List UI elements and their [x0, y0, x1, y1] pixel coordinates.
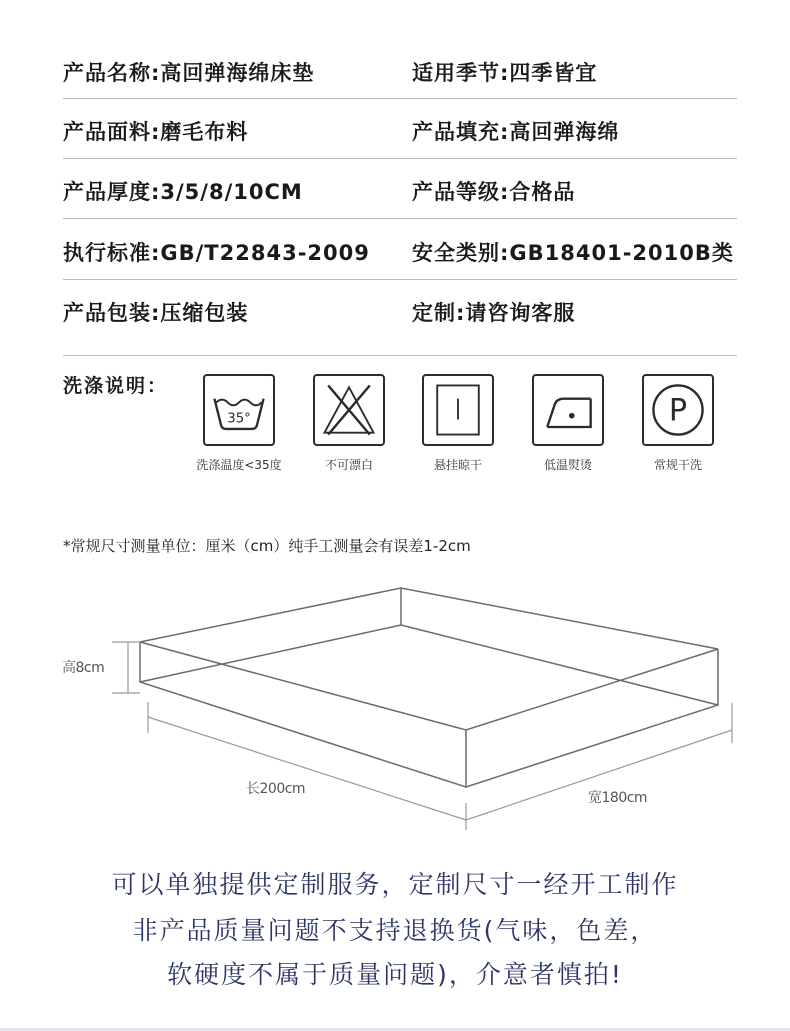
height-label: 高8cm: [62, 660, 105, 676]
spec-row: [63, 59, 737, 119]
spec-thickness: 产品厚度:3/5/8/10CM: [63, 180, 303, 204]
spec-fabric: 产品面料:磨毛布料: [63, 120, 249, 144]
divider: [63, 218, 737, 219]
low-iron-icon: [532, 374, 604, 446]
spec-packaging: 产品包装:压缩包装: [63, 301, 249, 325]
care-caption: 不可漂白: [324, 458, 373, 472]
width-label: 宽180cm: [588, 790, 648, 806]
care-item-dry: [403, 374, 513, 473]
svg-text:P: P: [668, 393, 688, 429]
hang-dry-icon: [422, 374, 494, 446]
svg-text:35°: 35°: [227, 411, 251, 427]
spec-row: [63, 239, 737, 299]
notice-line-1: 可以单独提供定制服务，定制尺寸一经开工制作: [111, 870, 679, 899]
spec-standard: 执行标准:GB/T22843-2009: [63, 241, 370, 265]
divider: [63, 98, 737, 99]
spec-season: 适用季节:四季皆宜: [412, 61, 598, 85]
wash-instructions-label: 洗涤说明：: [63, 375, 169, 397]
spec-row: [63, 178, 737, 238]
divider: [63, 279, 737, 280]
care-item-dry-clean: [623, 374, 733, 473]
spec-filling: 产品填充:高回弹海绵: [412, 120, 620, 144]
spec-grade: 产品等级:合格品: [412, 180, 576, 204]
spec-product-name: 产品名称:高回弹海绵床垫: [63, 61, 315, 85]
care-item-wash: [184, 374, 294, 473]
care-caption: 悬挂晾干: [433, 458, 482, 472]
care-caption: 常规干洗: [653, 458, 702, 472]
divider: [63, 158, 737, 159]
spec-row: [63, 299, 737, 359]
wash-35-icon: [203, 374, 275, 446]
divider: [63, 355, 737, 356]
no-bleach-icon: [313, 374, 385, 446]
notice-line-2: 非产品质量问题不支持退换货(气味，色差，: [132, 916, 658, 945]
length-label: 长200cm: [246, 781, 306, 797]
notice-line-3: 软硬度不属于质量问题)，介意者慎拍!: [167, 960, 623, 989]
mattress-dimension-diagram: [0, 575, 790, 840]
size-note: *常规尺寸测量单位：厘米（cm）纯手工测量会有误差1-2cm: [63, 537, 471, 555]
care-item-bleach: [294, 374, 404, 473]
dry-clean-p-icon: [642, 374, 714, 446]
care-item-iron: [513, 374, 623, 473]
spec-custom: 定制:请咨询客服: [412, 301, 576, 325]
spec-row: [63, 118, 737, 178]
spec-safety-class: 安全类别:GB18401-2010B类: [412, 241, 734, 265]
care-caption: 洗涤温度<35度: [196, 458, 282, 472]
care-caption: 低温熨烫: [543, 458, 592, 472]
